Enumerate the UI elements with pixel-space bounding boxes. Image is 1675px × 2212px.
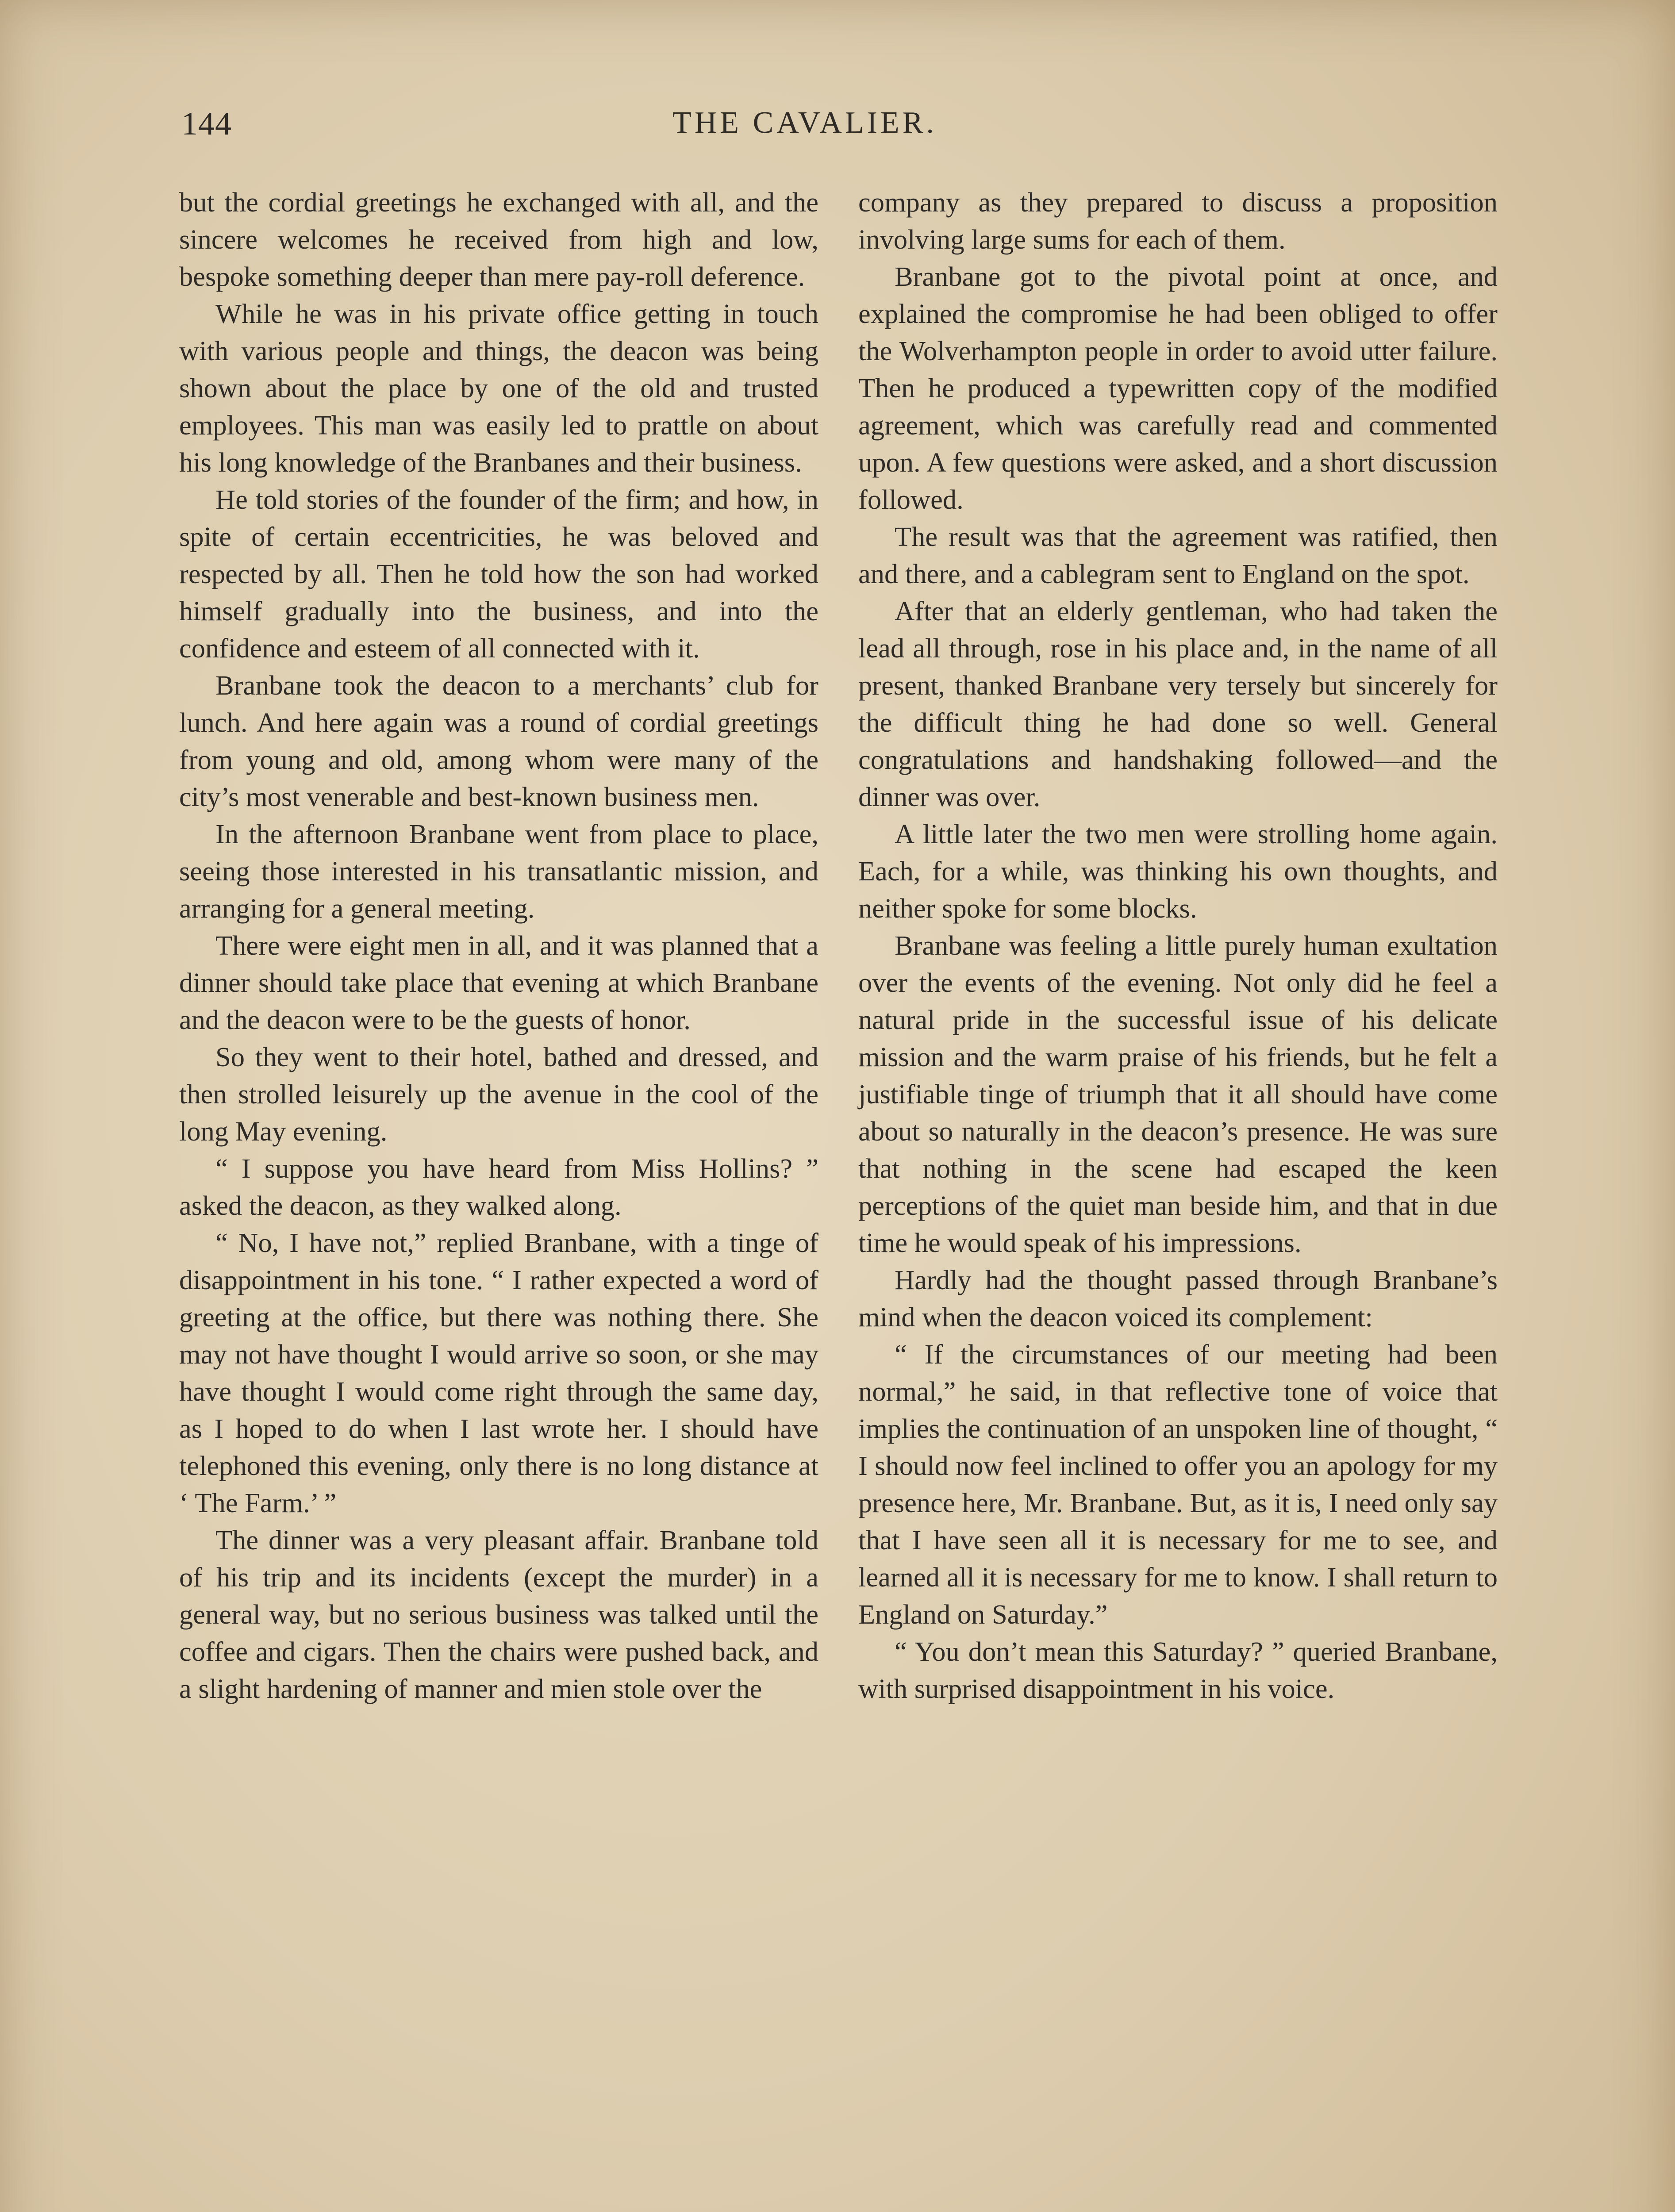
paragraph: but the cordial greetings he exchanged with all, and the sincere welcomes he received from high and low, bespoke something deeper than mere pay-roll deference.	[179, 187, 818, 292]
left-column	[179, 184, 818, 1707]
paragraph: He told stories of the founder of the firm; and how, in spite of certain eccentricities, he was beloved and respected by all. Then he told how the son had worked himself gradually into the business, and into the confidence and esteem of all connected with it.	[179, 484, 818, 664]
paragraph: So they went to their hotel, bathed and dressed, and then strolled leisurely up the avenue in the cool of the long May evening.	[179, 1041, 818, 1147]
paragraph: The dinner was a very pleasant affair. Branbane told of his trip and its incidents (except the murder) in a general way, but no serious business was talked until the coffee and cigars. Then the chairs were pushed back, and a slight hardening of manner and mien stole over the	[179, 1525, 818, 1704]
paragraph: After that an elderly gentleman, who had taken the lead all through, rose in his place and, in the name of all present, thanked Branbane very tersely but sincerely for the difficult thing he had done so well. General congratulations and handshaking followed—and the dinner was over.	[858, 595, 1498, 812]
paragraph: Branbane got to the pivotal point at once, and explained the compromise he had been obliged to offer the Wolverhampton people in order to avoid utter failure. Then he produced a typewritten copy of the modified agreement, which was carefully read and commented upon. A few questions were asked, and a short discussion followed.	[858, 261, 1498, 515]
paragraph: “ If the circumstances of our meeting had been normal,” he said, in that reflective tone of voice that implies the continuation of an unspoken line of thought, “ I should now feel inclined to offer you an apology for my presence here, Mr. Branbane. But, as it is, I need only say that I have seen all it is necessary for me to see, and learned all it is necessary for me to know. I shall return to England on Saturday.”	[858, 1339, 1498, 1630]
paragraph: A little later the two men were strolling home again. Each, for a while, was thinking his own thoughts, and neither spoke for some blocks.	[858, 818, 1498, 924]
running-title: THE CAVALIER.	[672, 106, 937, 140]
paragraph: Hardly had the thought passed through Branbane’s mind when the deacon voiced its complement:	[858, 1264, 1498, 1333]
paragraph: company as they prepared to discuss a proposition involving large sums for each of them.	[858, 187, 1498, 255]
paragraph: In the afternoon Branbane went from place to place, seeing those interested in his transatlantic mission, and arranging for a general meeting.	[179, 818, 818, 924]
paragraph: Branbane was feeling a little purely human exultation over the events of the evening. Not only did he feel a natural pride in the successful issue of his delicate mission and the warm praise of his friends, but he felt a justifiable tinge of triumph that it all should have come about so naturally in the deacon’s presence. He was sure that nothing in the scene had escaped the keen perceptions of the quiet man beside him, and that in due time he would speak of his impressions.	[858, 930, 1498, 1258]
paragraph: “ No, I have not,” replied Branbane, with a tinge of disappointment in his tone. “ I rather expected a word of greeting at the office, but there was nothing there. She may not have thought I would arrive so soon, or she may have thought I would come right through the same day, as I hoped to do when I last wrote her. I should have telephoned this evening, only there is no long distance at ‘ The Farm.’ ”	[179, 1227, 818, 1518]
paragraph: There were eight men in all, and it was planned that a dinner should take place that evening at which Branbane and the deacon were to be the guests of honor.	[179, 930, 818, 1035]
paragraph: Branbane took the deacon to a merchants’ club for lunch. And here again was a round of cordial greetings from young and old, among whom were many of the city’s most venerable and best-known business men.	[179, 670, 818, 812]
page-number: 144	[181, 106, 232, 142]
paragraph: “ You don’t mean this Saturday? ” queried Branbane, with surprised disappointment in his voice.	[858, 1636, 1498, 1704]
right-column	[858, 184, 1498, 1707]
paragraph: The result was that the agreement was ratified, then and there, and a cablegram sent to England on the spot.	[858, 521, 1498, 589]
paragraph: “ I suppose you have heard from Miss Hollins? ” asked the deacon, as they walked along.	[179, 1153, 818, 1221]
paragraph: While he was in his private office getting in touch with various people and things, the deacon was being shown about the place by one of the old and trusted employees. This man was easily led to prattle on about his long knowledge of the Branbanes and their business.	[179, 298, 818, 478]
